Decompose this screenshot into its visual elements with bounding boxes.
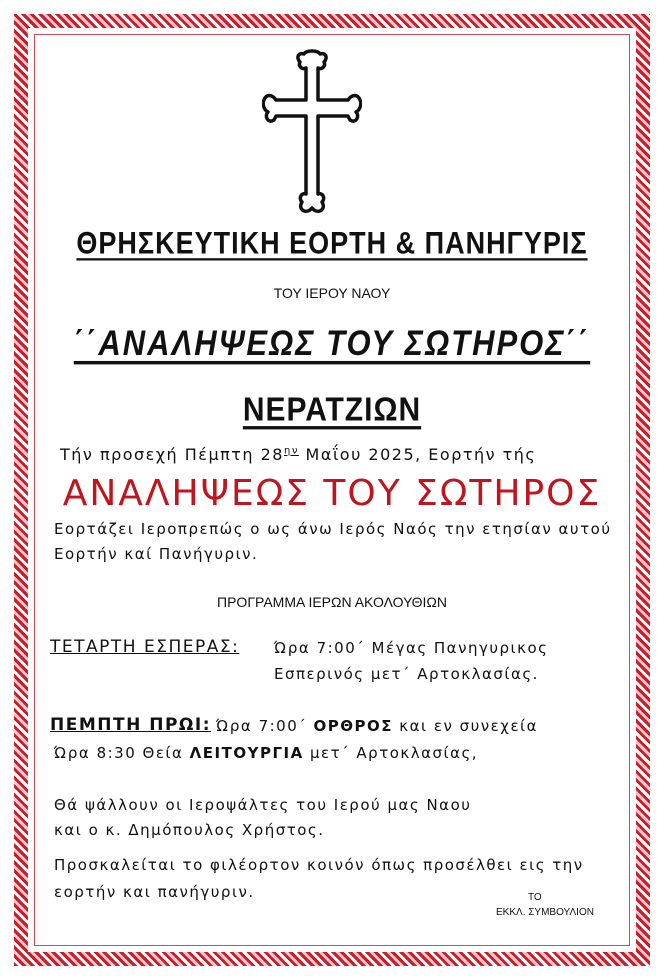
program-heading: ΠΡΟΓΡΑΜΜΑ ΙΕΡΩΝ ΑΚΟΛΟΥΘΙΩΝ [216,594,447,610]
orthros-label: ΟΡΘΡΟΣ [313,717,394,735]
wednesday-line-1: Ώρα 7:00΄ Μέγας Πανηγυρικος [274,639,549,657]
intro-line-3: Εορτήν καί Πανήγυριν. [54,545,259,563]
closing-line-4: εορτήν και πανήγυριν. [54,883,255,901]
thursday-line-1-rest: και εν συνεχεία [393,717,539,735]
closing-line-2: και ο κ. Δημόπουλος Χρήστος. [54,821,325,839]
signature-line-1: ΤΟ [528,892,542,903]
wednesday-label: ΤΕΤΑΡΤΗ ΕΣΠΕΡΑΣ: [50,637,240,657]
intro-date-suffix: ην [283,445,299,457]
place-name: ΝΕΡΑΤΖΙΩΝ [242,392,422,429]
feast-name: ΑΝΑΛΗΨΕΩΣ ΤΟΥ ΣΩΤΗΡΟΣ [62,473,602,514]
thursday-line-2-rest: μετ΄ Αρτοκλασίας, [303,744,479,762]
event-subtitle: ΤΟΥ ΙΕΡΟΥ ΝΑΟΥ [273,285,391,301]
liturgy-label: ΛΕΙΤΟΥΡΓΙΑ [189,744,304,762]
closing-line-1: Θά ψάλλουν οι Ιεροψάλτες του Ιερού μας Ναου [54,796,472,814]
closing-line-3: Προσκαλείται το φιλέορτον κοινόν όπως προσέλθει εις την [54,856,584,874]
thursday-label: ΠΕΜΠΤΗ ΠΡΩΙ: [50,715,211,735]
signature-line-2: ΕΚΚΛ. ΣΥΜΒΟΥΛΙΟΝ [496,907,594,918]
thursday-line-2 [54,744,478,762]
cross-icon [262,48,362,218]
thursday-time-1: Ώρα 7:00΄ [216,717,314,735]
thursday-line-1 [216,717,538,735]
thursday-time-2: Ώρα 8:30 Θεία [54,744,190,762]
intro-date-text-b: Μαΐου 2025, Εορτήν τής [298,445,537,464]
wednesday-line-2: Εσπερινός μετ΄ Αρτοκλασίας. [274,665,539,683]
event-title: ΘΡΗΣΚΕΥΤΙΚΗ ΕΟΡΤΗ & ΠΑΝΗΓΥΡΙΣ [76,226,588,261]
intro-line-2: Εορτάζει Ιεροπρεπώς ο ως άνω Ιερός Ναός την ετησίαν αυτού [54,520,612,538]
church-name: ΄΄ΑΝΑΛΗΨΕΩΣ ΤΟΥ ΣΩΤΗΡΟΣ΄΄ [73,323,591,364]
intro-date-text-a: Τήν προσεχή Πέμπτη 28 [60,445,284,464]
intro-date-line [60,445,536,464]
